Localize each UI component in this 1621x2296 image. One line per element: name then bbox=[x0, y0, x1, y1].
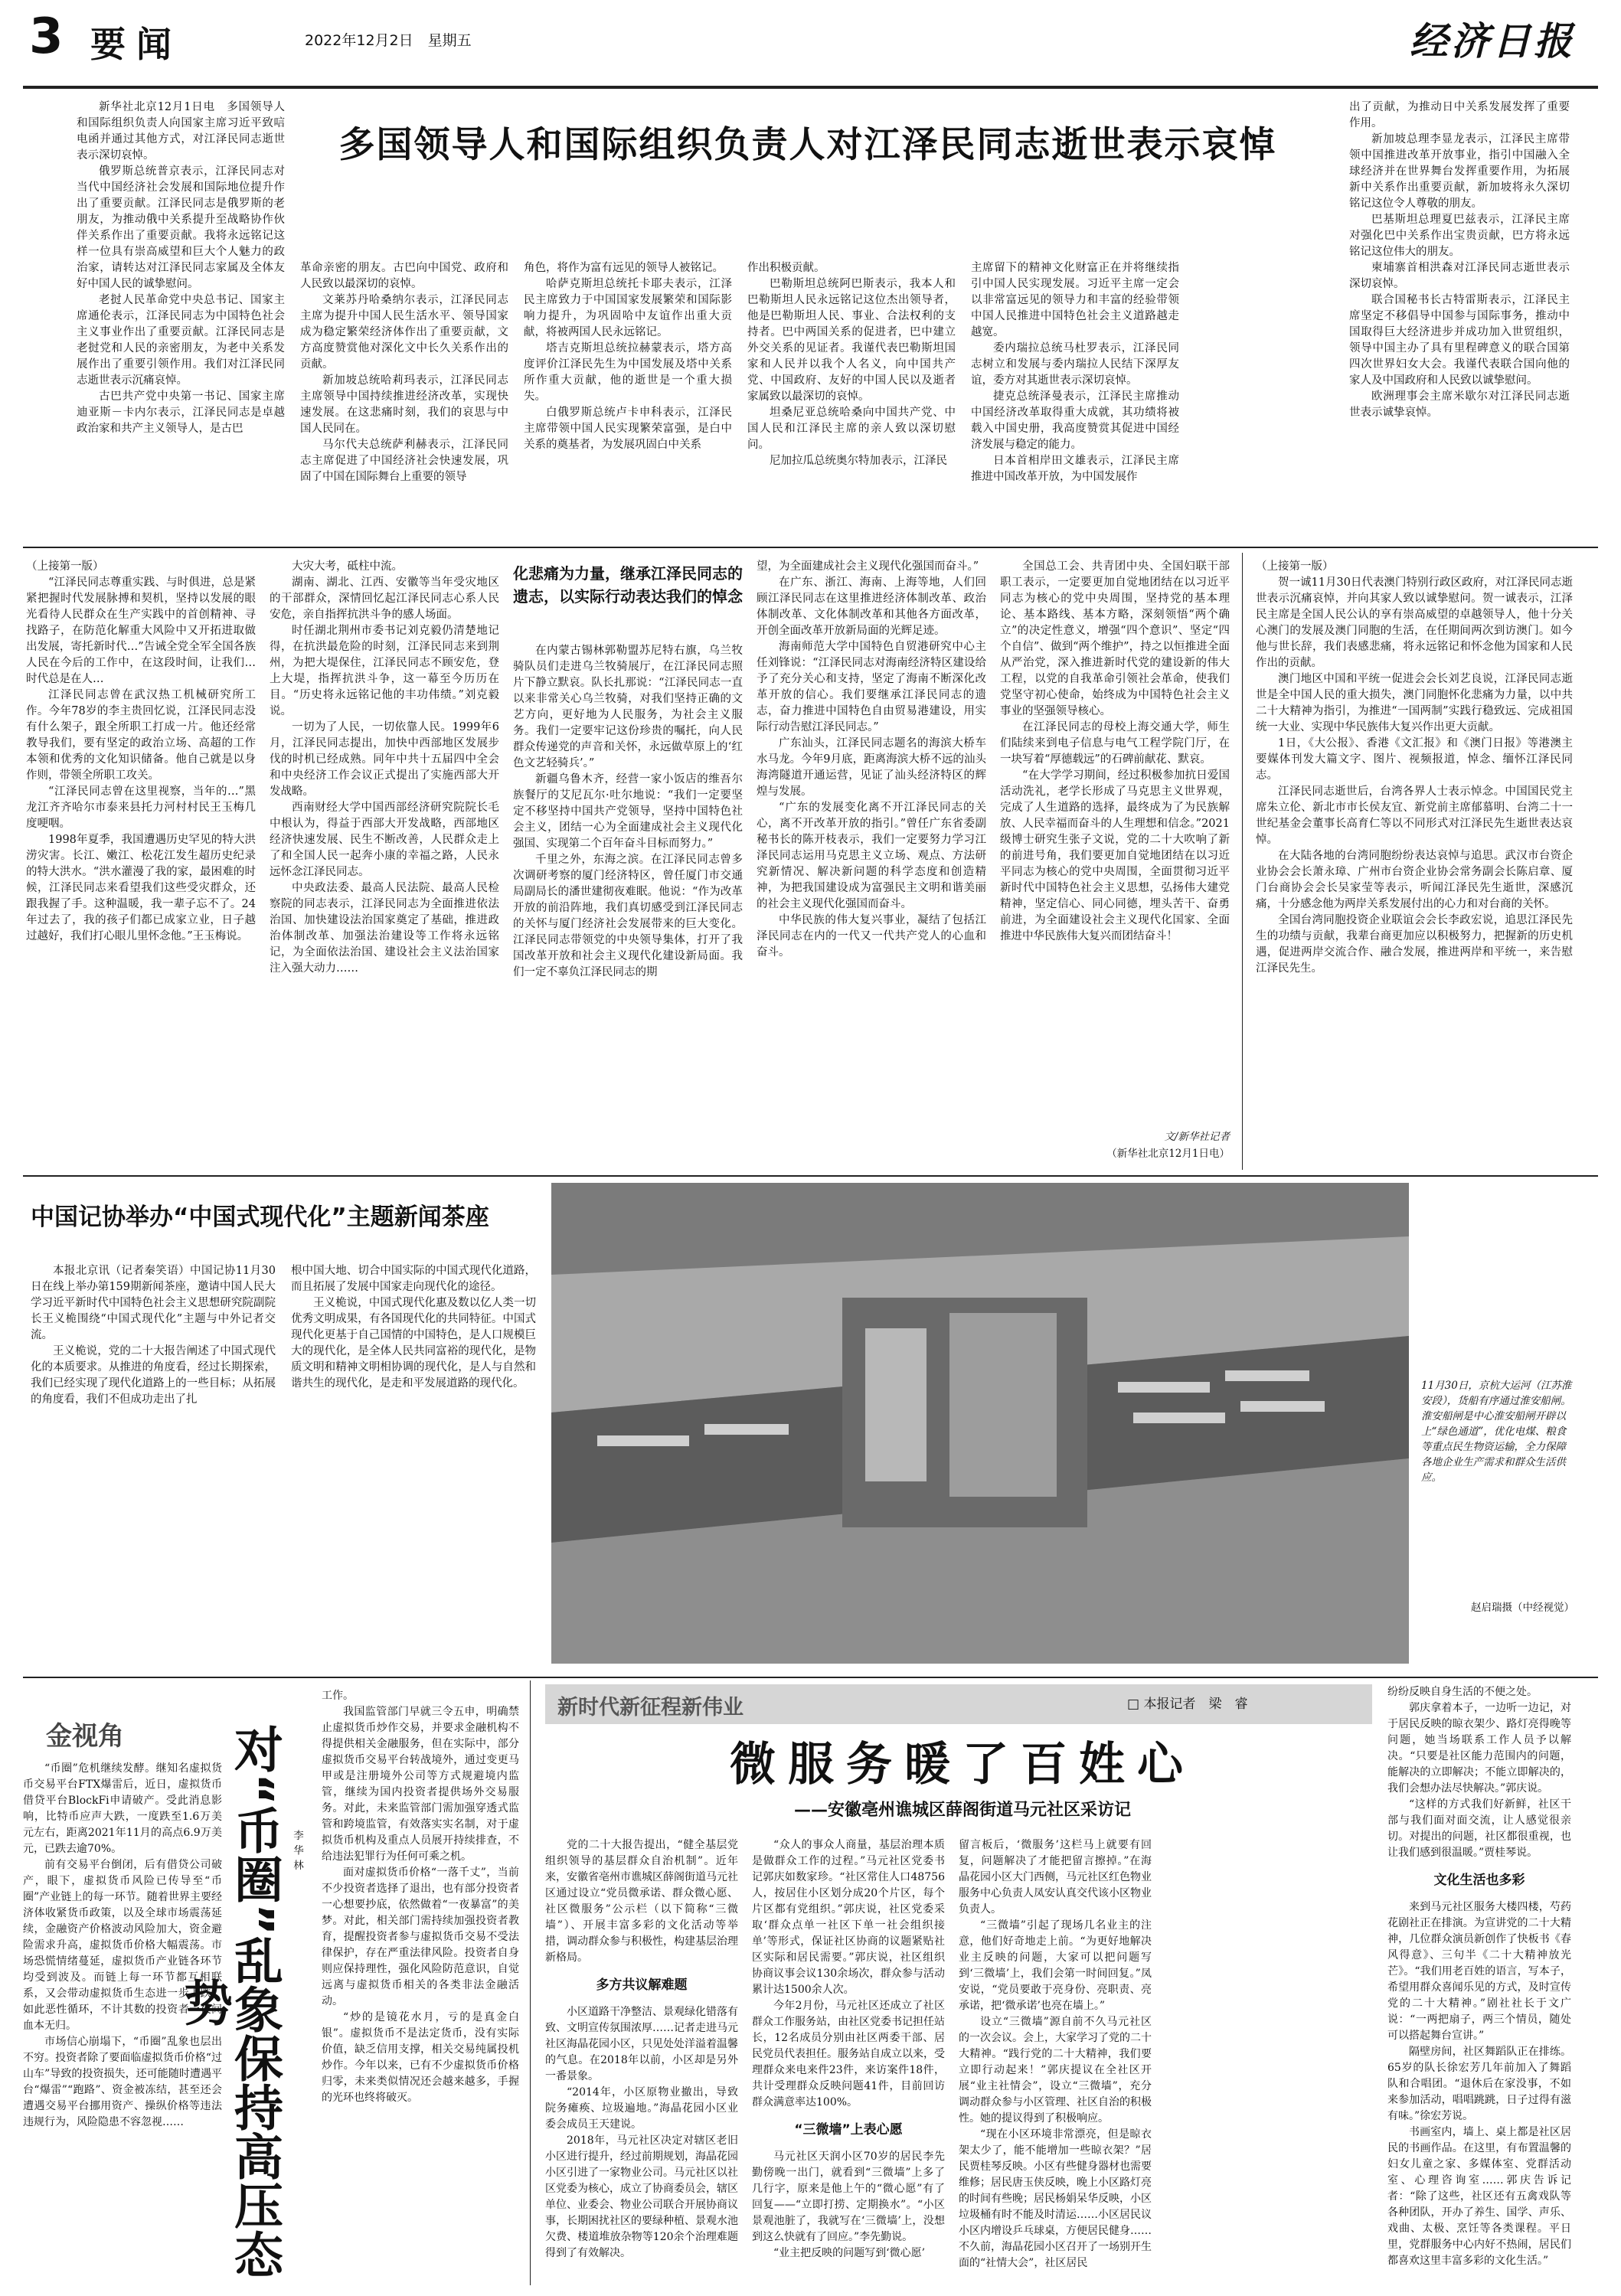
paragraph: 时任湖北荆州市委书记刘克毅仍清楚地记得，在抗洪最危险的时刻，江泽民同志来到荆州，为把大堤保住，江泽民同志不顾安危，登上大堤，指挥抗洪斗争，这一幕至今历历在目。“历史将永远铭记他的丰功伟绩。”刘克毅说。 bbox=[270, 625, 499, 717]
paragraph: 日本首相岸田文雄表示，江泽民主席推进中国改革开放，为中国发展作 bbox=[971, 455, 1179, 483]
paragraph: “江泽民同志曾在这里视察，当年的…”黑龙江齐齐哈尔市泰来县托力河村村民王玉梅几度哽咽。 bbox=[26, 785, 256, 830]
feature-col2 bbox=[752, 1837, 945, 2293]
continuation-col5 bbox=[1000, 559, 1230, 1125]
top-story-col4 bbox=[747, 260, 956, 469]
paragraph: 1998年夏季，我国遭遇历史罕见的特大洪涝灾害。长江、嫩江、松花江发生超历史纪录的特大洪水。“洪水灌漫了我的家，最困难的时候，江泽民同志来看望我们这些受灾群众，还跟我握了手。这种温暖，我一辈子忘不了。24年过去了，我的孩子们都已成家立业，日子越过越好，我们打心眼儿里怀念他。”王玉梅说。 bbox=[26, 834, 256, 942]
paragraph: 塔吉克斯坦总统拉赫蒙表示，塔方高度评价江泽民先生为中国发展及塔中关系所作重大贡献，他的逝世是一个重大损失。 bbox=[524, 342, 732, 403]
continuation-right-col bbox=[1256, 559, 1573, 1171]
column-col2 bbox=[322, 1688, 519, 2293]
feature-subhead: ——安徽亳州谯城区薛阁街道马元社区采访记 bbox=[793, 1801, 1131, 1820]
paragraph: 作出积极贡献。 bbox=[747, 262, 825, 274]
paragraph: 书画室内，墙上、桌上都是社区居民的书画作品。在这里，有布置温馨的妇女儿童之家、多媒体室、党群活动室、心理咨询室……郭庆告诉记者：“除了这些，社区还有五禽戏队等各种团队，开办了养生、国学、声乐、戏曲、太极、烹饪等各类课程。平日里，党群服务中心内好不热闹，居民们都喜欢这里丰富多彩的文化生活。” bbox=[1387, 2126, 1571, 2267]
paragraph: “现在小区环境非常漂亮，但是晾衣架太少了，能不能增加一些晾衣架？”居民贾桂琴反映。小区有些健身器材也需要维修；居民唐玉侠反映，晚上小区路灯亮的时间有些晚；居民杨娟呆华反映，小区垃圾桶有时不能及时清运……小区居民议小区内增设乒乓球桌，方便居民健身……不久前，海晶花园小区召开了一场别开生面的“社情大会”，社区居民 bbox=[959, 2128, 1152, 2269]
paragraph: （上接第一版） bbox=[1256, 560, 1334, 573]
feature-kicker: 新时代新征程新伟业 bbox=[557, 1696, 744, 1720]
paragraph: 在广东、浙江、海南、上海等地，人们回顾江泽民同志在这里推进经济体制改革、政治体制改革、文化体制改革和其他各方面改革，开创全面改革开放新局面的光辉足迹。 bbox=[757, 576, 986, 637]
paragraph: 江泽民同志曾在武汉热工机械研究所工作。今年78岁的李主贵回忆说，江泽民同志没有什么架子，跟全所职工打成一片。他还经常教导我们，要有坚定的政治立场、高超的工作本领和优秀的文化知识储备。他自己就是以身作则，带领全所职工攻关。 bbox=[26, 689, 256, 782]
paragraph: 望，为全面建成社会主义现代化强国而奋斗。” bbox=[757, 560, 979, 573]
feature-subheading: “三微墙”上表心愿 bbox=[794, 2122, 903, 2138]
paragraph: 设立“三微墙”源自前不久马元社区的一次会议。会上，大家学习了党的二十大精神。“践行党的二十大精神，我们要立即行动起来！”郭庆提议在全社区开展“业主社情会”，设立“三微墙”，充分调动群众参与小区管理、社区自治的积极性。她的提议得到了积极响应。 bbox=[959, 2016, 1152, 2125]
feature-col4 bbox=[1165, 1684, 1571, 2293]
paragraph: 全国台湾同胞投资企业联谊会会长李政宏说，追思江泽民先生的功绩与贡献，我辈台商更加应以积极努力，把握新的历史机遇，促进两岸交流合作、融合发展，推进两岸和平统一，来告慰江泽民先生。 bbox=[1256, 914, 1573, 975]
paragraph: 我国监管部门早就三令五申，明确禁止虚拟货币炒作交易，并要求金融机构不得提供相关金融服务，但在实际中，部分虚拟货币交易平台转战境外，通过变更马甲或是注册境外公司等方式规避境内监管，继续为国内投资者提供场外交易服务。对此，未来监管部门需加强穿透式监管和跨境监管，有效落实实名制，对于虚拟货币机构及重点人员展开持续排查，不给违法犯罪行为任何可乘之机。 bbox=[322, 1706, 519, 1863]
section-title: 要闻 bbox=[90, 24, 182, 65]
paragraph: 中央政法委、最高人民法院、最高人民检察院的同志表示，江泽民同志为全面推进依法治国、加快建设法治国家奠定了基础，推进政治体制改革、加强法治建设等工作将永远铭记，为全面依法治国、建设社会主义法治国家注入强大动力…… bbox=[270, 882, 499, 975]
paragraph: 今年2月份，马元社区还成立了社区群众工作服务站，由社区党委书记担任站长，12名成员分别由社区两委干部、居民党员代表担任。服务站自成立以来，受理群众来电来件23件，来访案件18件，共计受理群众反映问题41件，目前回访群众满意率达100%。 bbox=[752, 2000, 945, 2108]
paragraph: 在江泽民同志的母校上海交通大学，师生们陆续来到电子信息与电气工程学院门厅，在一块写着“厚德载远”的石碑前献花、默哀。 bbox=[1000, 721, 1230, 766]
paragraph: 委内瑞拉总统马杜罗表示，江泽民同志树立和发展与委内瑞拉人民结下深厚友谊，委方对其逝世表示深切哀悼。 bbox=[971, 342, 1179, 387]
canal-lock-photo bbox=[551, 1183, 1409, 1664]
paragraph: 中华民族的伟大复兴事业，凝结了包括江泽民同志在内的一代又一代共产党人的心血和奋斗。 bbox=[757, 914, 986, 959]
paragraph: 广东汕头，江泽民同志题名的海滨大桥车水马龙。今年9月底，距离海滨大桥不远的汕头海湾隧道开通运营，见证了汕头经济特区的辉煌与发展。 bbox=[757, 737, 986, 798]
paragraph: 江泽民同志逝世后，台湾各界人士表示悼念。中国国民党主席朱立伦、新北市市长侯友宜、新党前主席郁慕明、台湾二十一世纪基金会董事长高育仁等以不同形式对江泽民先生逝世表达哀悼。 bbox=[1256, 785, 1573, 846]
paragraph: 来到马元社区服务大楼四楼，芍药花剧社正在排演。为宣讲党的二十大精神，几位群众演员新创作了快板书《春风得意》、三句半《二十大精神放光芒》。“我们用老百姓的语言，写本子，希望用群众喜闻乐见的方式，及时宣传党的二十大精神。”剧社社长于文广说：“一两把扇子，两三个情员，随处可以搭起舞台宣讲。” bbox=[1387, 1901, 1571, 2042]
paragraph: 俄罗斯总统普京表示，江泽民同志对当代中国经济社会发展和国际地位提升作出了重要贡献。江泽民同志是俄罗斯的老朋友，为推动俄中关系提升至战略协作伙伴关系作出了重要贡献。我将永远铭记这样一位具有崇高威望和巨大个人魅力的政治家，请转达对江泽民同志家属及全体友好中国人民的诚挚慰问。 bbox=[77, 165, 285, 290]
paragraph: 革命亲密的朋友。古巴向中国党、政府和人民致以最深切的哀悼。 bbox=[300, 262, 508, 290]
column-author: 李华林 bbox=[291, 1830, 303, 1875]
paragraph: 王义桅说，中国式现代化惠及数以亿人类一切优秀文明成果，有各国现代化的共同特征。中国式现代化更基于自己国情的中国特色，是人口规模巨大的现代化，是全体人民共同富裕的现代化，是物质文明和精神文明相协调的现代化，是人与自然和谐共生的现代化，是走和平发展道路的现代化。 bbox=[291, 1297, 536, 1390]
column-title: 对“币圈”乱象保持高压态势 bbox=[175, 1724, 283, 2279]
section-divider bbox=[23, 1175, 1598, 1177]
paragraph: 尼加拉瓜总统奥尔特加表示，江泽民 bbox=[770, 455, 947, 467]
top-story-col2 bbox=[300, 260, 508, 485]
paragraph: “2014年，小区原物业撤出，导致院务瘫痪、垃圾遍地。”海晶花园小区业委会成员王天建说。 bbox=[545, 2086, 738, 2131]
paragraph: 千里之外，东海之滨。在江泽民同志曾多次调研考察的厦门经济特区，曾任厦门市交通局副局长的潘世建彻夜难眠。他说：“作为改革开放的前沿阵地，我们真切感受到江泽民同志的关怀与厦门经济社会发展带来的巨大变化。江泽民同志带领党的中央领导集体，打开了我国改革开放和社会主义现代化建设新局面。我们一定不辜负江泽民同志的期 bbox=[513, 854, 743, 978]
newspaper-logo: 经济日报 bbox=[1410, 18, 1575, 64]
paragraph: 新加坡总统哈莉玛表示，江泽民同志主席领导中国持续推进经济改革，实现快速发展。在这悲痛时刻，我们的哀思与中国人民同在。 bbox=[300, 374, 508, 435]
paragraph: 在内蒙古锡林郭勒盟苏尼特右旗，乌兰牧骑队员们走进乌兰牧骑展厅，在江泽民同志照片下静立默哀。队长扎那说：“江泽民同志一直以来非常关心乌兰牧骑，对我们坚持正确的文艺方向，更好地为人民服务，为社会主义服务。我们一定要牢记这份珍贵的嘱托，向人民群众传递党的声音和关怀，永远做草原上的‘红色文艺轻骑兵’。” bbox=[513, 645, 743, 769]
paragraph: 文莱苏丹哈桑纳尔表示，江泽民同志主席为提升中国人民生活水平、领导国家成为稳定繁荣经济体作出了重要贡献，文方高度赞赏他对深化文中长久关系作出的贡献。 bbox=[300, 294, 508, 371]
section-divider bbox=[23, 547, 1598, 548]
paragraph: 郭庆拿着本子，一边听一边记，对于居民反映的晾衣架少、路灯亮得晚等问题，她当场联系工作人员予以解决。“只要是社区能力范围内的问题，能解决的立即解决；不能立即解决的，我们会想办法尽快解决。”郭庆说。 bbox=[1387, 1702, 1571, 1795]
continuation-col4 bbox=[757, 559, 986, 1171]
paragraph: 新华社北京12月1日电 多国领导人和国际组织负责人向国家主席习近平致唁电函并通过其他方式，对江泽民同志逝世表示深切哀悼。 bbox=[77, 101, 285, 162]
paragraph: 坦桑尼亚总统哈桑向中国共产党、中国人民和江泽民主席的亲人致以深切慰问。 bbox=[747, 407, 956, 451]
paragraph: 白俄罗斯总统卢卡申科表示，江泽民主席带领中国人民实现繁荣富强，是白中关系的奠基者，为发展巩固白中关系 bbox=[524, 407, 732, 451]
paragraph: 小区道路干净整洁、景观绿化错落有致、文明宣传氛围浓厚……记者走进马元社区海晶花园小区，只见处处洋溢着温馨的气息。在2018年以前，小区却是另外一番景象。 bbox=[545, 2006, 738, 2082]
paragraph: 西南财经大学中国西部经济研究院院长毛中根认为，得益于西部大开发战略，西部地区经济快速发展、民生不断改善，人民群众走上了和全国人民一起奔小康的幸福之路，人民永远怀念江泽民同志。 bbox=[270, 802, 499, 878]
paragraph: “在大学学习期间，经过积极参加抗日爱国活动洗礼，老学长形成了马克思主义世界观，完成了人生道路的选择，最终成为了为民族解放、人民幸福而奋斗的人生理想和信念。”2021级博士研究生张子文说，党的二十大吹响了新的前进号角，我们要更加自觉地团结在以习近平同志为核心的党中央周围，全面贯彻习近平新时代中国特色社会主义思想，弘扬伟大建党精神，坚定信心、同心同德，埋头苦干、奋勇前进，为全面建设社会主义现代化国家、全面推进中华民族伟大复兴而团结奋斗！ bbox=[1000, 769, 1230, 942]
paragraph: 出了贡献，为推动日中关系发展发挥了重要作用。 bbox=[1349, 101, 1570, 129]
paragraph: 面对虚拟货币价格“一落千丈”，当前不少投资者选择了退出，也有部分投资者一心想要抄底，依然做着“一夜暴富”的美梦。对此，相关部门需持续加强投资者教育，提醒投资者参与虚拟货币交易不受法律保护，存在严重法律风险。投资者自身则应保持理性，强化风险防范意识，自觉远离与虚拟货币相关的各类非法金融活动。 bbox=[322, 1867, 519, 2007]
page-number: 3 bbox=[29, 8, 64, 65]
tea-party-col1 bbox=[31, 1263, 276, 1408]
paragraph: 主席留下的精神文化财富正在并将继续指引中国人民实现发展。习近平主席一定会以非常富远见的领导力和丰富的经验带领中国人民推进中国特色社会主义道路越走越宽。 bbox=[971, 262, 1179, 338]
feature-col3 bbox=[959, 1837, 1152, 2293]
paragraph: 哈萨克斯坦总统托卡耶夫表示，江泽民主席致力于中国国家发展繁荣和国际影响力提升，为巩固哈中友谊作出重大贡献，将被两国人民永远铭记。 bbox=[524, 278, 732, 338]
column-kicker: 金视角 bbox=[46, 1721, 124, 1752]
paragraph: （上接第一版） bbox=[26, 560, 104, 573]
paragraph: “三微墙”引起了现场几名业主的注意，他们好奇地走上前。“为更好地解决业主反映的问题，大家可以把问题写到‘三微墙’上，我们会第一时间回复。”凤安说，“党员要敢于亮身份、亮职责、亮承诺，把‘微承诺’也亮在墙上。” bbox=[959, 1919, 1152, 2012]
paragraph: 根中国大地、切合中国实际的中国式现代化道路，而且拓展了发展中国家走向现代化的途径。 bbox=[291, 1265, 536, 1293]
paragraph: 角色，将作为富有远见的领导人被铭记。 bbox=[524, 262, 724, 274]
paragraph: 巴基斯坦总理夏巴兹表示，江泽民主席对强化巴中关系作出宝贵贡献，巴方将永远铭记这位伟大的朋友。 bbox=[1349, 214, 1570, 258]
paragraph: 纷纷反映自身生活的不便之处。 bbox=[1387, 1686, 1538, 1698]
feature-headline: 微服务暖了百姓心 bbox=[730, 1738, 1195, 1791]
continuation-col3 bbox=[513, 643, 743, 1171]
top-story-col6 bbox=[1349, 100, 1570, 421]
top-story-col5 bbox=[971, 260, 1179, 485]
paragraph: 市场信心崩塌下，“币圈”乱象也层出不穷。投资者除了要面临虚拟货币价格“过山车”导致的投资损失，还可能随时遭遇平台“爆雷”“跑路”、资金被冻结，甚至还会遭遇交易平台挪用资产、操纵价格等违法违规行为，风险隐患不容忽视…… bbox=[23, 2036, 222, 2128]
top-story-headline: 多国领导人和国际组织负责人对江泽民同志逝世表示哀悼 bbox=[338, 124, 1277, 166]
paragraph: 湖南、湖北、江西、安徽等当年受灾地区的干部群众，深情回忆起江泽民同志心系人民安危，亲自指挥抗洪斗争的感人场面。 bbox=[270, 576, 499, 621]
paragraph: 本报北京讯（记者秦笑语）中国记协11月30日在线上举办第159期新闻茶座，邀请中国人民大学习近平新时代中国特色社会主义思想研究院副院长王义桅围绕“中国式现代化”主题与中外记者交流。 bbox=[31, 1265, 276, 1341]
paragraph: “这样的方式我们好新鲜，社区干部与我们面对面交流，让人感觉很亲切。对提出的问题，社区都很重视，也让我们感到很温暖。”贾桂琴说。 bbox=[1387, 1798, 1571, 1859]
paragraph: 在大陆各地的台湾同胞纷纷表达哀悼与追思。武汉市台资企业协会会长萧永璋、广州市台资企业协会常务副会长陈启章、厦门台商协会会长吴家莹等表示，听闻江泽民先生逝世，深感沉痛，十分感念他为两岸关系发展付出的心力和对台商的关怀。 bbox=[1256, 850, 1573, 910]
paragraph: 大灾大考，砥柱中流。 bbox=[292, 560, 403, 573]
paragraph: 留言板后，‘微服务’这栏马上就要有回复，问题解决了才能把留言擦掉。”在海晶花园小区大门西侧，马元社区红色物业服务中心负责人凤安认真交代该小区物业负责人。 bbox=[959, 1839, 1152, 1916]
photo-caption: 11月30日，京杭大运河（江苏淮安段），货船有序通过淮安船闸。淮安船闸是中心淮安船闸开辟以上“绿色通道”，优化电煤、粮食等重点民生物资运输，全力保障各地企业生产需求和群众生活供应。 bbox=[1421, 1380, 1572, 1484]
column-rule bbox=[1242, 553, 1243, 1170]
paragraph: 一切为了人民，一切依靠人民。1999年6月，江泽民同志提出，加快中西部地区发展步伐的时机已经成熟。同年中共十五届四中全会和中央经济工作会议正式提出了实施西部大开发战略。 bbox=[270, 721, 499, 798]
tea-party-col2 bbox=[291, 1263, 536, 1392]
paragraph: 海南师范大学中国特色自贸港研究中心主任刘锋说：“江泽民同志对海南经济特区建设给予了充分关心和支持，坚定了海南不断深化改革开放的信心。我们要继承江泽民同志的遗志，奋力推进中国特色自由贸易港建设，用实际行动告慰江泽民同志。” bbox=[757, 641, 986, 733]
paragraph: 澳门地区中国和平统一促进会会长刘艺良说，江泽民同志逝世是全中国人民的重大损失，澳门同胞怀化悲痛为力量，以中共二十大精神为指引，为推进“一国两制”实践行稳致远、完成祖国统一大业、实现中华民族伟大复兴作出更大贡献。 bbox=[1256, 673, 1573, 733]
paragraph: 党的二十大报告提出，“健全基层党组织领导的基层群众自治机制”。近年来，安徽省亳州市谯城区薛阁街道马元社区通过设立“党员微承诺、群众微心愿、社区微服务”公示栏（以下简称“三微墙”）、开展丰富多彩的文化活动等举措，调动群众参与积极性，构建基层治理新格局。 bbox=[545, 1839, 738, 1964]
tea-party-headline: 中国记协举办“中国式现代化”主题新闻茶座 bbox=[31, 1204, 489, 1231]
feature-subheading: 多方共议解难题 bbox=[596, 1978, 688, 1993]
paragraph: “炒的是镜花水月，亏的是真金白银”。虚拟货币不是法定货币，没有实际价值，缺乏信用支撑，相关交易纯属投机炒作。今年以来，已有不少虚拟货币价格归零，未来类似情况还会越来越多，手握的光环也终将破灭。 bbox=[322, 2011, 519, 2104]
paragraph: 2018年，马元社区决定对辖区老旧小区进行提升，经过前期规划，海晶花园小区引进了一家物业公司。马元社区以社区党委为核心，成立了协商委员会，辖区单位、业委会、物业公司联合开展协商议事，长期困扰社区的要绿种植、景观水池欠费、楼道堆放杂物等120余个治理难题得到了有效解决。 bbox=[545, 2134, 738, 2259]
masthead-rule bbox=[23, 86, 1598, 89]
photo-illustration bbox=[551, 1183, 1409, 1664]
issue-date: 2022年12月2日 星期五 bbox=[305, 32, 472, 49]
paragraph: 王义桅说，党的二十大报告阐述了中国式现代化的本质要求。从推进的角度看，经过长期探索，我们已经实现了现代化道路上的一些目标；从拓展的角度看，我们不但成功走出了扎 bbox=[31, 1345, 276, 1406]
paragraph: “众人的事众人商量，基层治理本质是做群众工作的过程。”马元社区党委书记郭庆如数家珍。“社区常住人口48756人，按居住小区划分成20个片区，每个片区都有党组织。”郭庆说，社区党委采取‘群众点单一社区下单一社会组织接单’等形式，保证社区协商的议题紧贴社区实际和居民需要。”郭庆说，社区组织协商议事会议130余场次，群众参与活动累计达1500余人次。 bbox=[752, 1839, 945, 1996]
feature-subheading: 文化生活也多彩 bbox=[1433, 1873, 1525, 1888]
paragraph: 贺一诚11月30日代表澳门特别行政区政府，对江泽民同志逝世表示沉痛哀悼，并向其家人致以诚挚慰问。贺一诚表示，江泽民主席是全国人民公认的享有崇高威望的卓越领导人，他十分关心澳门的发展及澳门同胞的生活，在任期间两次到访澳门。如今他与世长辞，我们表感悲痛，将永远铭记和怀念他为国家和人民作出的贡献。 bbox=[1256, 576, 1573, 669]
paragraph: 老挝人民革命党中央总书记、国家主席通伦表示，江泽民同志为中国特色社会主义事业作出了重要贡献。江泽民同志是老挝党和人民的亲密朋友，为老中关系发展作出了重要引领作用。我们对江泽民同志逝世表示沉痛哀悼。 bbox=[77, 294, 285, 387]
dateline-credit: （新华社北京12月1日电） bbox=[1106, 1148, 1230, 1160]
top-story-col3 bbox=[524, 260, 732, 453]
paragraph: 1日，《大公报》、香港《文汇报》和《澳门日报》等港澳主要媒体刊发大篇文字、图片、视频报道，悼念、缅怀江泽民同志。 bbox=[1256, 737, 1573, 782]
byline: 文/新华社记者 bbox=[1164, 1131, 1230, 1143]
paragraph: “币圈”危机继续发酵。继知名虚拟货币交易平台FTX爆雷后，近日，虚拟货币借贷平台BlockFi申请破产。受此消息影响，比特币应声大跌，一度跌至1.6万美元左右，距离2021年11月的高点6.9万美元，已跌去逾70%。 bbox=[23, 1762, 222, 1855]
continuation-col2 bbox=[270, 559, 499, 1171]
top-story-col1 bbox=[77, 100, 285, 437]
paragraph: 马元社区天润小区70岁的居民李先勤傍晚一出门，就看到“三微墙”上多了几行字，原来是他上午的“微心愿”有了回复——“立即打捞、定期换水”。“小区景观池脏了，我就写在‘三微墙’上，没想到这么快就有了回应。”李先勤说。 bbox=[752, 2151, 945, 2243]
paragraph: 全国总工会、共青团中央、全国妇联干部职工表示，一定要更加自觉地团结在以习近平同志为核心的党中央周围，坚持党的基本理论、基本路线、基本方略，深刻领悟“两个确立”的决定性意义，增强“四个意识”、坚定“四个自信”、做到“两个维护”，持之以恒推进全面从严治党，深入推进新时代党的建设新的伟大工程，以党的自我革命引领社会革命，使我们党坚守初心使命，始终成为中国特色社会主义事业的坚强领导核心。 bbox=[1000, 560, 1230, 717]
section-divider bbox=[23, 1677, 1598, 1678]
paragraph: 欧洲理事会主席米歇尔对江泽民同志逝世表示诚挚哀悼。 bbox=[1349, 390, 1570, 419]
paragraph: 隔壁房间，社区舞蹈队正在排练。65岁的队长徐宏芳几年前加入了舞蹈队和合唱团。“退休后在家没事，不如来参加活动，唱唱跳跳，日子过得有滋有味。”徐宏芳说。 bbox=[1387, 2046, 1571, 2122]
paragraph: 前有交易平台倒闭，后有借贷公司破产，眼下，虚拟货币风险已传导至“币圈”产业链上的每一环节。随着世界主要经济体收紧货币政策，以及全球市场震荡延续，金融资产价格波动风险加大，资金避险需求升高，虚拟货币价格大幅震荡。市场恐慌情绪蔓延，虚拟货币产业链各环节均受到波及。而链上每一环节都互相联系，又会带动虚拟货币生态进一步下跌。如此恶性循环，不计其数的投资者一夜间血本无归。 bbox=[23, 1859, 222, 2032]
continuation-subheading: 化悲痛为力量，继承江泽民同志的遗志，以实际行动表达我们的悼念 bbox=[513, 564, 743, 606]
continuation-col1 bbox=[26, 559, 256, 1171]
paragraph: 工作。 bbox=[322, 1690, 354, 1702]
paragraph: “业主把反映的问题写到‘微心愿’ bbox=[773, 2247, 926, 2259]
paragraph: 新疆乌鲁木齐，经营一家小饭店的维吾尔族餐厅的艾尼瓦尔·吐尔地说：“我们一定要坚定不移坚持中国共产党领导，坚持中国特色社会主义，团结一心为全面建成社会主义现代化强国、实现第二个百年奋斗目标而努力。” bbox=[513, 773, 743, 850]
paragraph: 新加坡总理李显龙表示，江泽民主席带领中国推进改革开放事业，指引中国融入全球经济并在世界舞台发挥重要作用，为拓展新中关系作出重要贡献，新加坡将永久深切铭记这位令人尊敬的朋友。 bbox=[1349, 133, 1570, 210]
paragraph: “广东的发展变化离不开江泽民同志的关心，离不开改革开放的指引。”曾任广东省委副秘书长的陈开枝表示，我们一定要努力学习江泽民同志运用马克思主义立场、观点、方法研究新情况、解决新问题的科学态度和创造精神，为把我国建设成为富强民主文明和谐美丽的社会主义现代化强国而奋斗。 bbox=[757, 802, 986, 910]
photo-credit: 赵启瑞摄（中经视觉） bbox=[1471, 1602, 1574, 1614]
top-story-headline-wrap bbox=[279, 122, 1336, 168]
feature-col1 bbox=[545, 1837, 738, 2293]
paragraph: “江泽民同志尊重实践、与时俱进，总是紧紧把握时代发展脉搏和契机，坚持以发展的眼光看待人民群众在生产实践中的首创精神、寻找路子，在防范化解重大风险中又开拓进取做出发展，寄托新时代…”告诫全党全军全国各族人民在今后的工作中，在这段时间，让我们…时代总是在人… bbox=[26, 576, 256, 685]
feature-reporter: □ 本报记者 梁 睿 bbox=[1127, 1697, 1248, 1712]
paragraph: 古巴共产党中央第一书记、国家主席迪亚斯－卡内尔表示，江泽民同志是卓越政治家和共产主义领导人，是古巴 bbox=[77, 390, 285, 435]
paragraph: 马尔代夫总统萨利赫表示，江泽民同志主席促进了中国经济社会快速发展，巩固了中国在国际舞台上重要的领导 bbox=[300, 439, 508, 483]
paragraph: 捷克总统泽曼表示，江泽民主席推动中国经济改革取得重大成就，其功绩将被载入中国史册，我高度赞赏其促进中国经济发展与稳定的能力。 bbox=[971, 390, 1179, 451]
paragraph: 巴勒斯坦总统阿巴斯表示，我本人和巴勒斯坦人民永远铭记这位杰出领导者，他是巴勒斯坦人民、事业、合法权利的支持者。巴中两国关系的促进者，巴中建立外交关系的见证者。我谨代表巴勒斯坦国家和人民并以我个人名义，向中国共产党、中国政府、友好的中国人民以及逝者家属致以最深切的哀悼。 bbox=[747, 278, 956, 403]
column-rule bbox=[530, 1680, 531, 2285]
paragraph: 联合国秘书长古特雷斯表示，江泽民主席坚定不移倡导中国参与国际事务，推动中国取得巨大经济进步并成功加入世贸组织，领导中国主办了具有里程碑意义的联合国第四次世界妇女大会。我谨代表联合国向他的家人及中国政府和人民致以诚挚慰问。 bbox=[1349, 294, 1570, 387]
paragraph: 柬埔寨首相洪森对江泽民同志逝世表示深切哀悼。 bbox=[1349, 262, 1570, 290]
